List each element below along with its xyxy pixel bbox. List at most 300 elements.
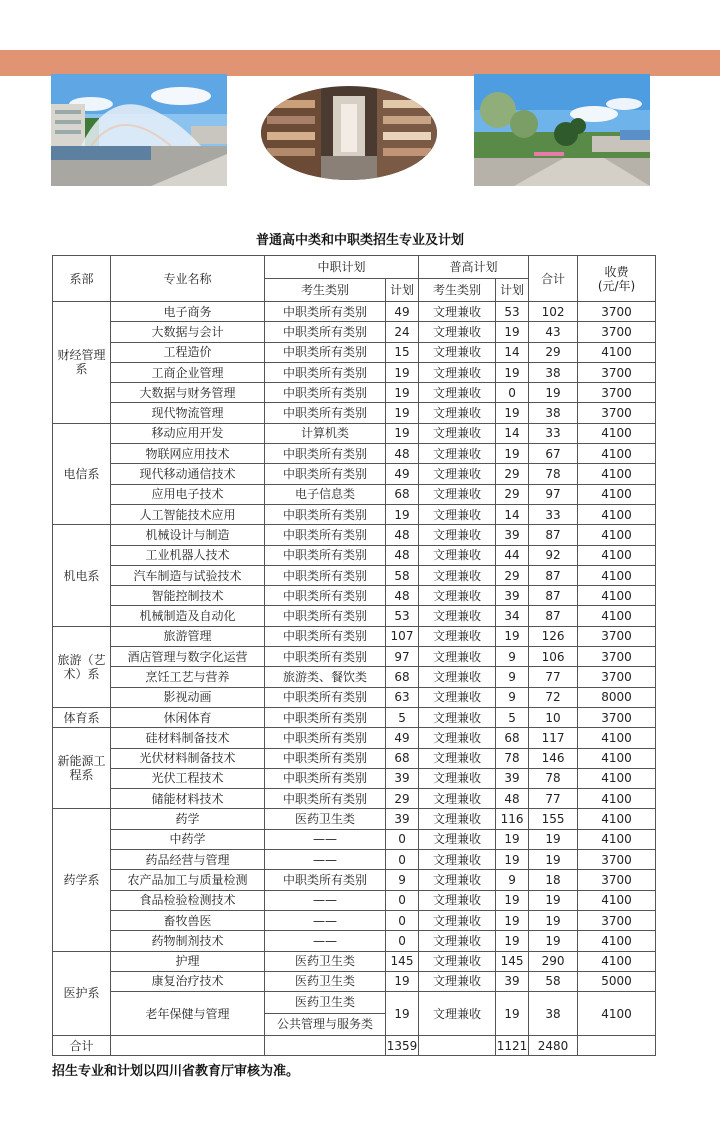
vocational-plan-count: 68 [386,484,419,504]
campus-garden-photo [474,74,650,186]
table-body [53,302,656,1036]
general-plan-count: 14 [496,423,529,443]
general-candidate-type: 文理兼收 [419,444,496,464]
vocational-candidate-type: —— [265,890,386,910]
table-row [53,809,656,829]
row-total: 33 [529,504,578,524]
table-row [53,870,656,890]
row-total: 58 [529,971,578,991]
table-row [53,647,656,667]
general-candidate-type: 文理兼收 [419,342,496,362]
vocational-candidate-type: 中职类所有类别 [265,464,386,484]
general-plan-count: 44 [496,545,529,565]
vocational-candidate-type: 中职类所有类别 [265,748,386,768]
vocational-candidate-type: 中职类所有类别 [265,606,386,626]
general-plan-count: 19 [496,403,529,423]
general-candidate-type: 文理兼收 [419,728,496,748]
table-row [53,484,656,504]
fee: 4100 [578,931,656,951]
general-candidate-type: 文理兼收 [419,992,496,1036]
row-total: 19 [529,829,578,849]
vocational-candidate-type: —— [265,931,386,951]
fee: 4100 [578,890,656,910]
general-plan-count: 9 [496,667,529,687]
fee: 4100 [578,586,656,606]
fee: 4100 [578,444,656,464]
department-name: 药学系 [53,809,111,951]
general-candidate-type: 文理兼收 [419,464,496,484]
general-candidate-type: 文理兼收 [419,545,496,565]
general-candidate-type: 文理兼收 [419,525,496,545]
vocational-plan-count: 19 [386,383,419,403]
general-plan-count: 19 [496,829,529,849]
general-plan-count: 29 [496,565,529,585]
fee: 3700 [578,647,656,667]
general-plan-count: 29 [496,464,529,484]
table-row [53,586,656,606]
row-total: 155 [529,809,578,829]
general-candidate-type: 文理兼收 [419,667,496,687]
general-candidate-type: 文理兼收 [419,302,496,322]
fee: 4100 [578,992,656,1036]
general-candidate-type: 文理兼收 [419,647,496,667]
major-name: 大数据与会计 [111,322,265,342]
general-plan-count: 34 [496,606,529,626]
row-total: 77 [529,789,578,809]
general-plan-count: 39 [496,586,529,606]
general-candidate-type: 文理兼收 [419,606,496,626]
major-name: 机械制造及自动化 [111,606,265,626]
table-row [53,545,656,565]
table-row [53,992,656,1036]
vocational-candidate-type-line: 公共管理与服务类 [276,1017,373,1032]
vocational-plan-count: 24 [386,322,419,342]
major-name: 老年保健与管理 [111,992,265,1036]
row-total: 38 [529,362,578,382]
row-total: 87 [529,565,578,585]
table-row [53,768,656,788]
general-candidate-type: 文理兼收 [419,971,496,991]
department-name: 财经管理系 [53,302,111,424]
vocational-candidate-type: 中职类所有类别 [265,403,386,423]
general-plan-count: 39 [496,768,529,788]
table-row [53,565,656,585]
general-plan-count: 19 [496,626,529,646]
table-row [53,342,656,362]
row-total: 78 [529,464,578,484]
general-candidate-type: 文理兼收 [419,504,496,524]
vocational-plan-count: 0 [386,931,419,951]
header-general-plan: 普高计划 [419,256,529,279]
table-row [53,728,656,748]
vocational-candidate-type: 中职类所有类别 [265,870,386,890]
fee: 5000 [578,971,656,991]
major-name: 光伏材料制备技术 [111,748,265,768]
general-plan-count: 48 [496,789,529,809]
row-total: 92 [529,545,578,565]
vocational-candidate-type: 医药卫生类 [265,971,386,991]
major-name: 中药学 [111,829,265,849]
header-dept: 系部 [53,256,111,302]
header-general-candidate-type: 考生类别 [419,279,496,302]
major-name: 应用电子技术 [111,484,265,504]
totals-empty [265,1036,386,1056]
fee: 3700 [578,667,656,687]
general-plan-count: 19 [496,992,529,1036]
general-candidate-type: 文理兼收 [419,789,496,809]
totals-empty [419,1036,496,1056]
fee: 3700 [578,302,656,322]
vocational-plan-count: 49 [386,464,419,484]
row-total: 77 [529,667,578,687]
table-row [53,687,656,707]
major-name: 工业机器人技术 [111,545,265,565]
row-total: 19 [529,850,578,870]
footnote: 招生专业和计划以四川省教育厅审核为准。 [52,1064,300,1079]
general-plan-count: 116 [496,809,529,829]
table-row [53,383,656,403]
row-total: 72 [529,687,578,707]
general-plan-count: 19 [496,910,529,930]
row-total: 18 [529,870,578,890]
major-name: 人工智能技术应用 [111,504,265,524]
totals-general: 1121 [496,1036,529,1056]
general-candidate-type: 文理兼收 [419,951,496,971]
vocational-plan-count: 48 [386,586,419,606]
major-name: 工商企业管理 [111,362,265,382]
general-plan-count: 19 [496,444,529,464]
major-name: 智能控制技术 [111,586,265,606]
department-name: 旅游（艺术）系 [53,626,111,707]
general-plan-count: 9 [496,647,529,667]
major-name: 现代移动通信技术 [111,464,265,484]
vocational-candidate-type: 中职类所有类别 [265,444,386,464]
table-row [53,931,656,951]
row-total: 290 [529,951,578,971]
vocational-candidate-type: 中职类所有类别 [265,504,386,524]
fee: 3700 [578,383,656,403]
row-total: 29 [529,342,578,362]
fee: 3700 [578,910,656,930]
table-row [53,707,656,727]
major-name: 储能材料技术 [111,789,265,809]
row-total: 87 [529,586,578,606]
vocational-candidate-type: 中职类所有类别 [265,647,386,667]
general-candidate-type: 文理兼收 [419,565,496,585]
general-plan-count: 5 [496,707,529,727]
table-row [53,829,656,849]
fee: 4100 [578,525,656,545]
row-total: 87 [529,606,578,626]
general-candidate-type: 文理兼收 [419,829,496,849]
fee: 3700 [578,850,656,870]
vocational-plan-count: 68 [386,667,419,687]
vocational-plan-count: 19 [386,971,419,991]
fee: 4100 [578,768,656,788]
vocational-candidate-type: 中职类所有类别 [265,586,386,606]
general-candidate-type: 文理兼收 [419,768,496,788]
library-photo [261,86,437,180]
general-plan-count: 19 [496,850,529,870]
fee: 4100 [578,748,656,768]
totals-empty [111,1036,265,1056]
major-name: 药物制剂技术 [111,931,265,951]
major-name: 药品经营与管理 [111,850,265,870]
vocational-plan-count: 145 [386,951,419,971]
vocational-plan-count: 97 [386,647,419,667]
general-candidate-type: 文理兼收 [419,423,496,443]
table-row [53,444,656,464]
major-name: 移动应用开发 [111,423,265,443]
fee: 3700 [578,322,656,342]
major-name: 大数据与财务管理 [111,383,265,403]
fee: 3700 [578,626,656,646]
header-total: 合计 [529,256,578,302]
row-total: 19 [529,890,578,910]
header-vocational-candidate-type: 考生类别 [265,279,386,302]
general-candidate-type: 文理兼收 [419,383,496,403]
row-total: 10 [529,707,578,727]
general-plan-count: 39 [496,525,529,545]
header-vocational-plan: 中职计划 [265,256,419,279]
row-total: 43 [529,322,578,342]
department-name: 体育系 [53,707,111,727]
header-vocational-plan-count: 计划 [386,279,419,302]
fee: 4100 [578,484,656,504]
vocational-plan-count: 48 [386,444,419,464]
row-total: 97 [529,484,578,504]
vocational-plan-count: 19 [386,423,419,443]
header-fee-line2: (元/年) [597,278,636,293]
vocational-plan-count: 0 [386,829,419,849]
totals-total: 2480 [529,1036,578,1056]
vocational-candidate-type: 中职类所有类别 [265,789,386,809]
major-name: 药学 [111,809,265,829]
general-plan-count: 14 [496,504,529,524]
vocational-plan-count: 39 [386,768,419,788]
vocational-candidate-type: 电子信息类 [265,484,386,504]
general-candidate-type: 文理兼收 [419,322,496,342]
general-candidate-type: 文理兼收 [419,850,496,870]
major-name: 畜牧兽医 [111,910,265,930]
vocational-candidate-type: 中职类所有类别 [265,687,386,707]
general-candidate-type: 文理兼收 [419,809,496,829]
general-plan-count: 0 [496,383,529,403]
header-major: 专业名称 [111,256,265,302]
header-band [0,50,720,76]
general-candidate-type: 文理兼收 [419,586,496,606]
general-plan-count: 53 [496,302,529,322]
major-name: 食品检验检测技术 [111,890,265,910]
vocational-candidate-type: —— [265,910,386,930]
fee: 4100 [578,423,656,443]
fee: 4100 [578,606,656,626]
vocational-candidate-type: 中职类所有类别 [265,525,386,545]
general-plan-count: 29 [496,484,529,504]
row-total: 146 [529,748,578,768]
row-total: 38 [529,403,578,423]
fee: 4100 [578,504,656,524]
major-name: 物联网应用技术 [111,444,265,464]
table-row [53,403,656,423]
row-total: 19 [529,910,578,930]
fee: 3700 [578,870,656,890]
vocational-candidate-type: 中职类所有类别 [265,768,386,788]
table-row [53,504,656,524]
table-row [53,971,656,991]
totals-label: 合计 [53,1036,111,1056]
fee: 8000 [578,687,656,707]
row-total: 87 [529,525,578,545]
department-name: 电信系 [53,423,111,524]
fee: 4100 [578,464,656,484]
vocational-candidate-type: 中职类所有类别 [265,707,386,727]
fee: 4100 [578,728,656,748]
table-row [53,626,656,646]
vocational-candidate-type-line: 医药卫生类 [265,992,385,1014]
row-total: 102 [529,302,578,322]
row-total: 38 [529,992,578,1036]
table-row [53,606,656,626]
table-row [53,464,656,484]
vocational-plan-count: 39 [386,809,419,829]
vocational-plan-count: 0 [386,910,419,930]
vocational-plan-count: 58 [386,565,419,585]
major-name: 电子商务 [111,302,265,322]
fee: 4100 [578,951,656,971]
general-plan-count: 19 [496,322,529,342]
vocational-plan-count: 107 [386,626,419,646]
vocational-plan-count: 0 [386,890,419,910]
table-row [53,302,656,322]
vocational-plan-count: 48 [386,525,419,545]
table-row [53,362,656,382]
table-row [53,423,656,443]
vocational-candidate-type: 中职类所有类别 [265,565,386,585]
general-plan-count: 78 [496,748,529,768]
fee: 4100 [578,342,656,362]
page-title: 普通高中类和中职类招生专业及计划 [255,233,464,248]
fee: 4100 [578,545,656,565]
vocational-candidate-type: 中职类所有类别 [265,342,386,362]
vocational-candidate-type: 中职类所有类别 [265,302,386,322]
general-candidate-type: 文理兼收 [419,362,496,382]
general-plan-count: 19 [496,362,529,382]
major-name: 护理 [111,951,265,971]
general-plan-count: 19 [496,890,529,910]
major-name: 现代物流管理 [111,403,265,423]
general-plan-count: 14 [496,342,529,362]
major-name: 工程造价 [111,342,265,362]
general-candidate-type: 文理兼收 [419,484,496,504]
vocational-candidate-type: —— [265,829,386,849]
vocational-plan-count: 19 [386,504,419,524]
fee: 4100 [578,789,656,809]
vocational-plan-count: 48 [386,545,419,565]
vocational-candidate-type: 中职类所有类别 [265,545,386,565]
general-candidate-type: 文理兼收 [419,687,496,707]
totals-row [53,1036,656,1056]
major-name: 汽车制造与试验技术 [111,565,265,585]
enrollment-plan-table [52,255,656,1056]
row-total: 19 [529,383,578,403]
table-row [53,890,656,910]
vocational-candidate-type: 旅游类、餐饮类 [265,667,386,687]
vocational-plan-count: 5 [386,707,419,727]
fee: 4100 [578,565,656,585]
vocational-candidate-type: 中职类所有类别 [265,728,386,748]
fee: 4100 [578,809,656,829]
totals-vocational: 1359 [386,1036,419,1056]
general-candidate-type: 文理兼收 [419,870,496,890]
fee: 4100 [578,829,656,849]
major-name: 康复治疗技术 [111,971,265,991]
vocational-plan-count: 49 [386,728,419,748]
vocational-plan-count: 9 [386,870,419,890]
row-total: 126 [529,626,578,646]
table-row [53,951,656,971]
row-total: 67 [529,444,578,464]
vocational-candidate-type [265,992,386,1036]
major-name: 酒店管理与数字化运营 [111,647,265,667]
vocational-candidate-type: 中职类所有类别 [265,362,386,382]
fee: 3700 [578,403,656,423]
major-name: 影视动画 [111,687,265,707]
general-candidate-type: 文理兼收 [419,910,496,930]
table-row [53,850,656,870]
vocational-plan-count: 68 [386,748,419,768]
vocational-candidate-type: 医药卫生类 [265,951,386,971]
campus-fountain-photo [51,74,227,186]
major-name: 烹饪工艺与营养 [111,667,265,687]
general-plan-count: 39 [496,971,529,991]
totals-empty [578,1036,656,1056]
vocational-plan-count: 19 [386,362,419,382]
header-fee-line1: 收费 [604,264,629,279]
general-plan-count: 9 [496,870,529,890]
table-row [53,667,656,687]
table-row [53,322,656,342]
vocational-candidate-type: —— [265,850,386,870]
general-candidate-type: 文理兼收 [419,707,496,727]
vocational-plan-count: 63 [386,687,419,707]
major-name: 旅游管理 [111,626,265,646]
vocational-plan-count: 29 [386,789,419,809]
vocational-plan-count: 19 [386,403,419,423]
general-candidate-type: 文理兼收 [419,931,496,951]
header-general-plan-count: 计划 [496,279,529,302]
vocational-candidate-type: 中职类所有类别 [265,383,386,403]
major-name: 休闲体育 [111,707,265,727]
general-candidate-type: 文理兼收 [419,626,496,646]
row-total: 117 [529,728,578,748]
table-row [53,789,656,809]
general-plan-count: 145 [496,951,529,971]
general-plan-count: 68 [496,728,529,748]
table-row [53,748,656,768]
row-total: 19 [529,931,578,951]
vocational-plan-count: 49 [386,302,419,322]
row-total: 78 [529,768,578,788]
row-total: 33 [529,423,578,443]
general-candidate-type: 文理兼收 [419,748,496,768]
header-fee [578,256,656,302]
vocational-candidate-type: 计算机类 [265,423,386,443]
vocational-candidate-type: 中职类所有类别 [265,626,386,646]
general-candidate-type: 文理兼收 [419,403,496,423]
vocational-plan-count: 19 [386,992,419,1036]
row-total: 106 [529,647,578,667]
